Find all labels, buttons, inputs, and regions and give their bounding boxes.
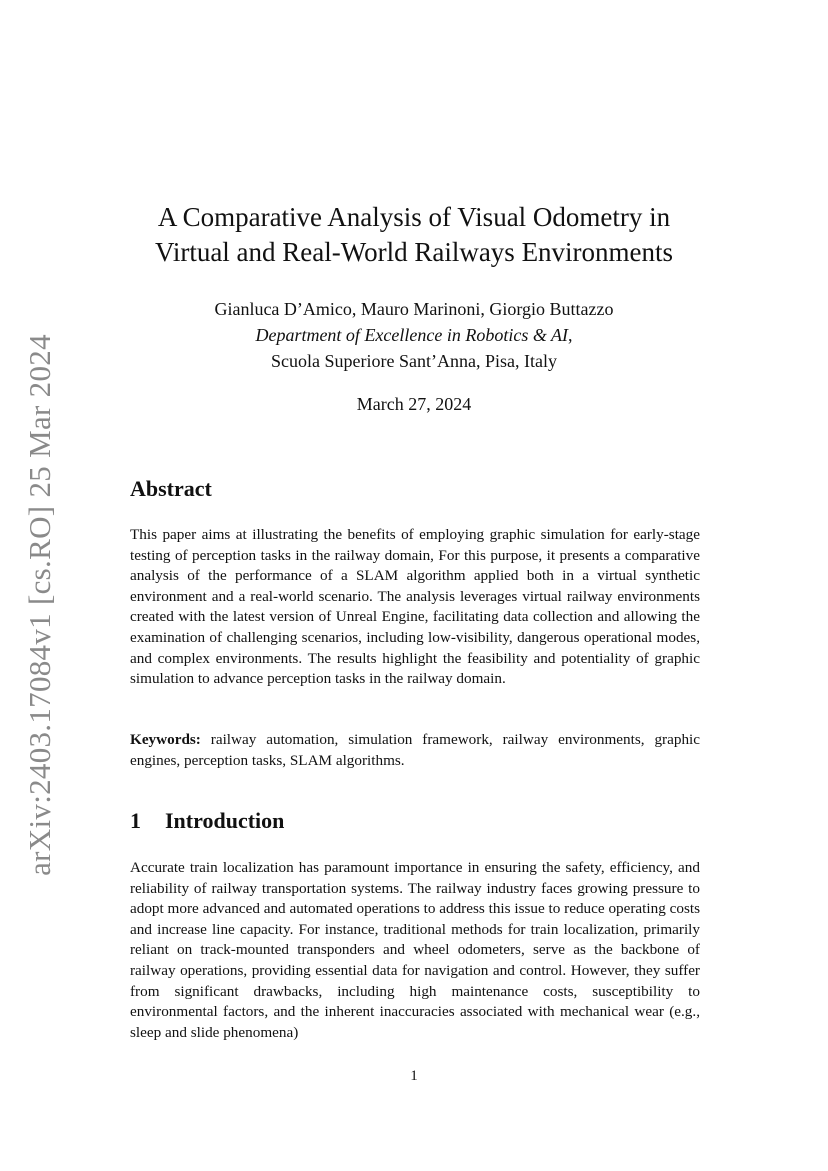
- abstract-body: This paper aims at illustrating the benefits of employing graphic simulation for early-stage testing of perception tasks in the railway domain, For this purpose, it presents a comparative analysis of the performance of a SLAM algorithm applied both in a virtual synthetic environment and a real-world scenario. The analysis leverages virtual railway environments created with the latest version of Unreal Engine, facilitating data collection and allowing the examination of challenging scenarios, including low-visibility, dangerous operational modes, and complex environments. The results highlight the feasibility and potentiality of graphic simulation to advance perception tasks in the railway domain.: [130, 526, 700, 688]
- author-block: [100, 296, 728, 374]
- abstract-heading: Abstract: [130, 476, 212, 501]
- department-comma: ,: [568, 325, 573, 345]
- department-name: Department of Excellence in Robotics & AI: [255, 325, 569, 345]
- keywords-text: railway automation, simulation framework, railway environments, graphic engines, perception tasks, SLAM algorithms.: [130, 731, 700, 769]
- paper-title: [100, 200, 728, 270]
- introduction-body: Accurate train localization has paramount importance in ensuring the safety, efficiency, and reliability of railway transportation systems. The railway industry faces growing pressure to adopt more advanced and automated operations to address this issue to reduce operating costs and increase line capacity. For instance, traditional methods for train localization, primarily reliant on track-mounted transponders and wheel odometers, serve as the backbone of railway operations, providing essential data for navigation and control. However, they suffer from significant drawbacks, including high maintenance costs, susceptibility to environmental factors, and the inherent inaccuracies associated with mechanical wear (e.g., sleep and slide phenomena): [130, 859, 700, 1041]
- keywords-paragraph: [130, 730, 700, 771]
- arxiv-stamp: [18, 334, 62, 876]
- section-title: Introduction: [165, 808, 285, 833]
- arxiv-stamp-text: arXiv:2403.17084v1 [cs.RO] 25 Mar 2024: [22, 334, 57, 876]
- title-line-1: A Comparative Analysis of Visual Odometry in: [157, 202, 671, 232]
- page-number: 1: [410, 1068, 418, 1084]
- title-line-2: Virtual and Real-World Railways Environments: [154, 237, 674, 267]
- introduction-heading: [130, 808, 284, 834]
- publication-date: March 27, 2024: [356, 394, 472, 414]
- section-number: 1: [130, 808, 141, 833]
- institution: Scuola Superiore Sant’Anna, Pisa, Italy: [271, 351, 557, 371]
- department-line: [100, 322, 728, 348]
- keywords-label: Keywords:: [130, 731, 201, 748]
- author-names: Gianluca D’Amico, Mauro Marinoni, Giorgio Buttazzo: [214, 299, 614, 319]
